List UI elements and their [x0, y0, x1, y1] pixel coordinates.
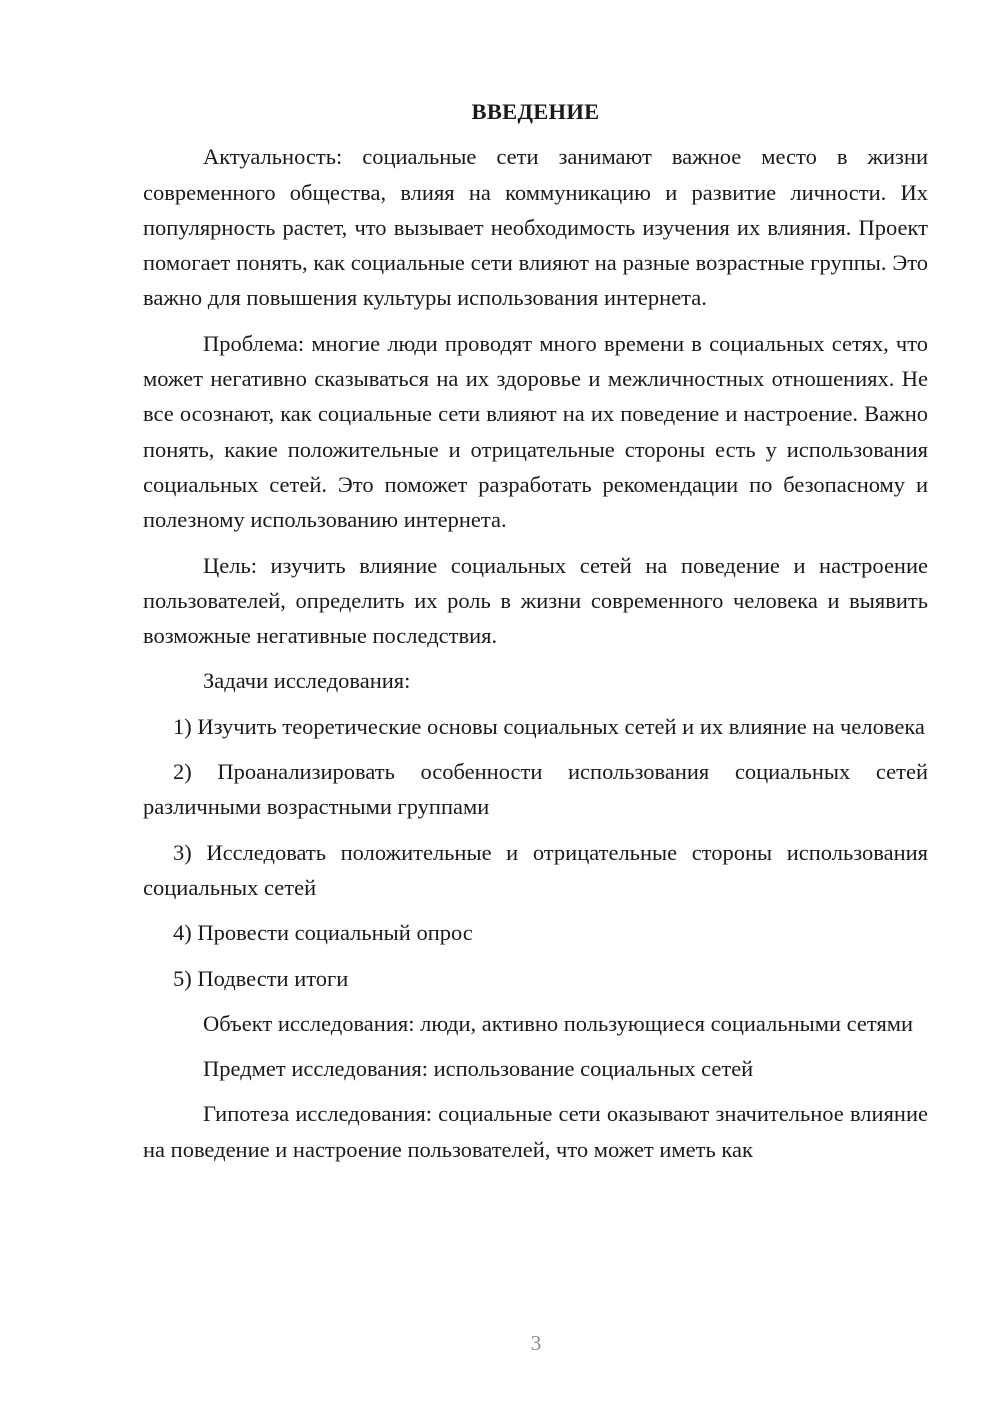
- paragraph-goal: Цель: изучить влияние социальных сетей на поведение и настроение пользователей, определить их роль в жизни современного человека и выявить возможные негативные последствия.: [143, 552, 928, 649]
- paragraph-relevance: Актуальность: социальные сети занимают важное место в жизни современного общества, влияя на коммуникацию и развитие личности. Их популярность растет, что вызывает необходимость изучения их влияния. Проект помогает понять, как социальные сети влияют на разные возрастные группы. Это важно для повышения культуры использования интернета.: [143, 144, 928, 311]
- task-item-1: 1) Изучить теоретические основы социальных сетей и их влияние на человека: [173, 713, 925, 739]
- page-number: 3: [530, 1331, 542, 1355]
- paragraph-tasks-heading: Задачи исследования:: [203, 668, 411, 694]
- task-item-3: 3) Исследовать положительные и отрицательные стороны использования социальных сетей: [143, 839, 928, 900]
- section-title: ВВЕДЕНИЕ: [471, 99, 600, 124]
- paragraph-problem: Проблема: многие люди проводят много времени в социальных сетях, что может негативно сказываться на их здоровье и межличностных отношениях. Не все осознают, как социальные сети влияют на их поведение и настроение. Важно понять, какие положительные и отрицательные стороны есть у использования социальных сетей. Это поможет разработать рекомендации по безопасному и полезному использованию интернета.: [143, 330, 928, 533]
- task-item-2: 2) Проанализировать особенности использования социальных сетей различными возрастными группами: [143, 759, 928, 820]
- paragraph-object: Объект исследования: люди, активно пользующиеся социальными сетями: [203, 1010, 914, 1036]
- task-item-5: 5) Подвести итоги: [173, 965, 349, 991]
- paragraph-subject: Предмет исследования: использование социальных сетей: [203, 1056, 754, 1082]
- paragraph-hypothesis: Гипотеза исследования: социальные сети оказывают значительное влияние на поведение и настроение пользователей, что может иметь как: [143, 1101, 928, 1162]
- task-item-4: 4) Провести социальный опрос: [173, 920, 473, 946]
- page-content: [143, 94, 928, 1177]
